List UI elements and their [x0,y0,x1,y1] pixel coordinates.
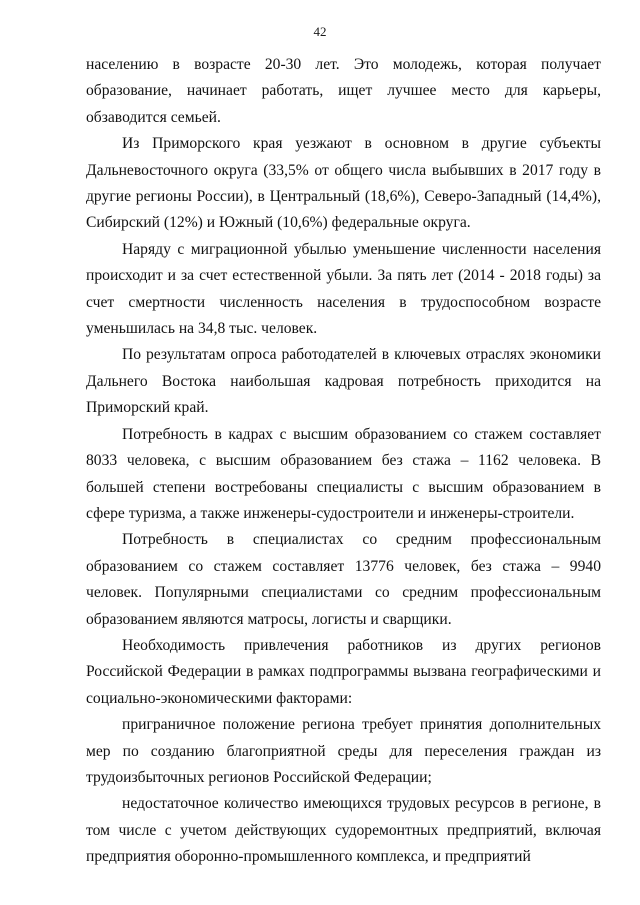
paragraph-migration-destinations: Из Приморского края уезжают в основном в другие субъекты Дальневосточного округа (33,5% от общего числа выбывших в 2017 году в другие регионы России), в Центральный (18,6%), Северо-Западный (14,4%), Сибирский (12%) и Южный (10,6%) федеральные округа. [86,135,601,232]
paragraph-continuation: населению в возрасте 20-30 лет. Это молодежь, которая получает образование, начинает работать, ищет лучшее место для карьеры, обзаводится семьей. [86,56,601,126]
paragraph-vocational-demand: Потребность в специалистах со средним профессиональным образованием со стажем составляет 13776 человек, без стажа – 9940 человек. Популярными специалистами со средним профессиональным образованием являются матросы, логисты и сварщики. [86,531,601,628]
paragraph-attraction-factors: Необходимость привлечения работников из других регионов Российской Федерации в рамках подпрограммы вызвана географическими и социально-экономическими факторами: [86,636,601,707]
list-item-labor-shortage: недостаточное количество имеющихся трудовых ресурсов в регионе, в том числе с учетом действующих судоремонтных предприятий, включая предприятия оборонно-промышленного комплекса, и предприятий [86,795,601,866]
page-number: 42 [313,24,327,39]
paragraph-natural-decline: Наряду с миграционной убылью уменьшение численности населения происходит и за счет естественной убыли. За пять лет (2014 - 2018 годы) за счет смертности численность населения в трудоспособном возрасте уменьшилась на 34,8 тыс. человек. [86,240,601,338]
list-item-border-position: приграничное положение региона требует принятия дополнительных мер по созданию благоприятной среды для переселения граждан из трудоизбыточных регионов Российской Федерации; [86,716,601,786]
paragraph-employer-survey: По результатам опроса работодателей в ключевых отраслях экономики Дальнего Востока наибольшая кадровая потребность приходится на Приморский край. [86,346,601,417]
paragraph-higher-education-demand: Потребность в кадрах с высшим образованием со стажем составляет 8033 человека, с высшим образованием без стажа – 1162 человека. В большей степени востребованы специалисты с высшим образованием в сфере туризма, а также инженеры-судостроители и инженеры-строители. [86,425,601,522]
document-body [86,52,601,871]
